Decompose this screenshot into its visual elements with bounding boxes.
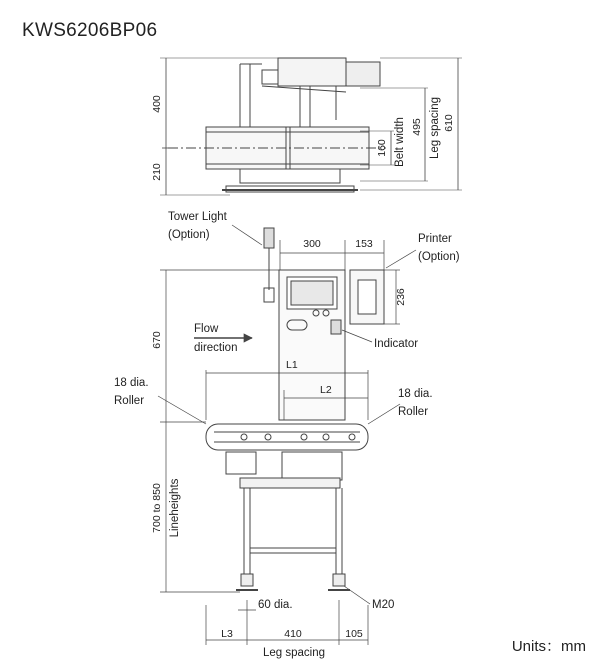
dim-670: 670 — [151, 331, 163, 349]
indicator-label: Indicator — [374, 338, 419, 350]
dim-105: 105 — [345, 628, 363, 640]
roller-right-label-1: 18 dia. — [398, 388, 433, 400]
dim-236: 236 — [395, 288, 407, 306]
printer-option-label: (Option) — [418, 251, 460, 263]
flow-direction-label: direction — [194, 342, 238, 354]
top-head-unit — [278, 58, 346, 86]
dim-160: 160 — [376, 139, 388, 157]
roller-left-label-1: 18 dia. — [114, 377, 149, 389]
roller-left-label-2: Roller — [114, 395, 145, 407]
leg-spacing-top-label: Leg spacing — [429, 96, 441, 160]
dim-610: 610 — [443, 114, 455, 132]
foot-dia-label: 60 dia. — [258, 599, 293, 611]
roller-right-label-2: Roller — [398, 406, 429, 418]
flow-label: Flow — [194, 323, 219, 335]
tower-light — [264, 228, 274, 248]
model-title: KWS6206BP06 — [22, 20, 158, 41]
lineheights-label: Lineheights — [169, 478, 181, 538]
dim-L1: L1 — [286, 359, 298, 371]
bolt-label: M20 — [372, 599, 395, 611]
dim-L3: L3 — [221, 628, 233, 640]
front-conveyor — [206, 424, 368, 450]
dim-153: 153 — [355, 238, 373, 250]
top-light-unit — [262, 70, 278, 84]
tower-light-base — [264, 288, 274, 302]
top-printer-unit — [346, 62, 380, 86]
tower-light-label: Tower Light — [168, 211, 227, 223]
dim-400: 400 — [151, 95, 163, 113]
leg-spacing-label: Leg spacing — [262, 647, 326, 659]
dim-495: 495 — [411, 118, 423, 136]
units-label: Units：mm — [511, 638, 586, 655]
top-view — [168, 58, 386, 192]
dim-L2: L2 — [320, 384, 332, 396]
printer-label: Printer — [418, 233, 452, 245]
belt-width-label: Belt width — [394, 117, 406, 167]
front-view — [206, 228, 384, 590]
dim-height-range: 700 to 850 — [151, 483, 163, 533]
dim-410: 410 — [284, 628, 302, 640]
tower-light-option-label: (Option) — [168, 229, 210, 241]
dim-300: 300 — [303, 238, 321, 250]
dim-210: 210 — [151, 163, 163, 181]
